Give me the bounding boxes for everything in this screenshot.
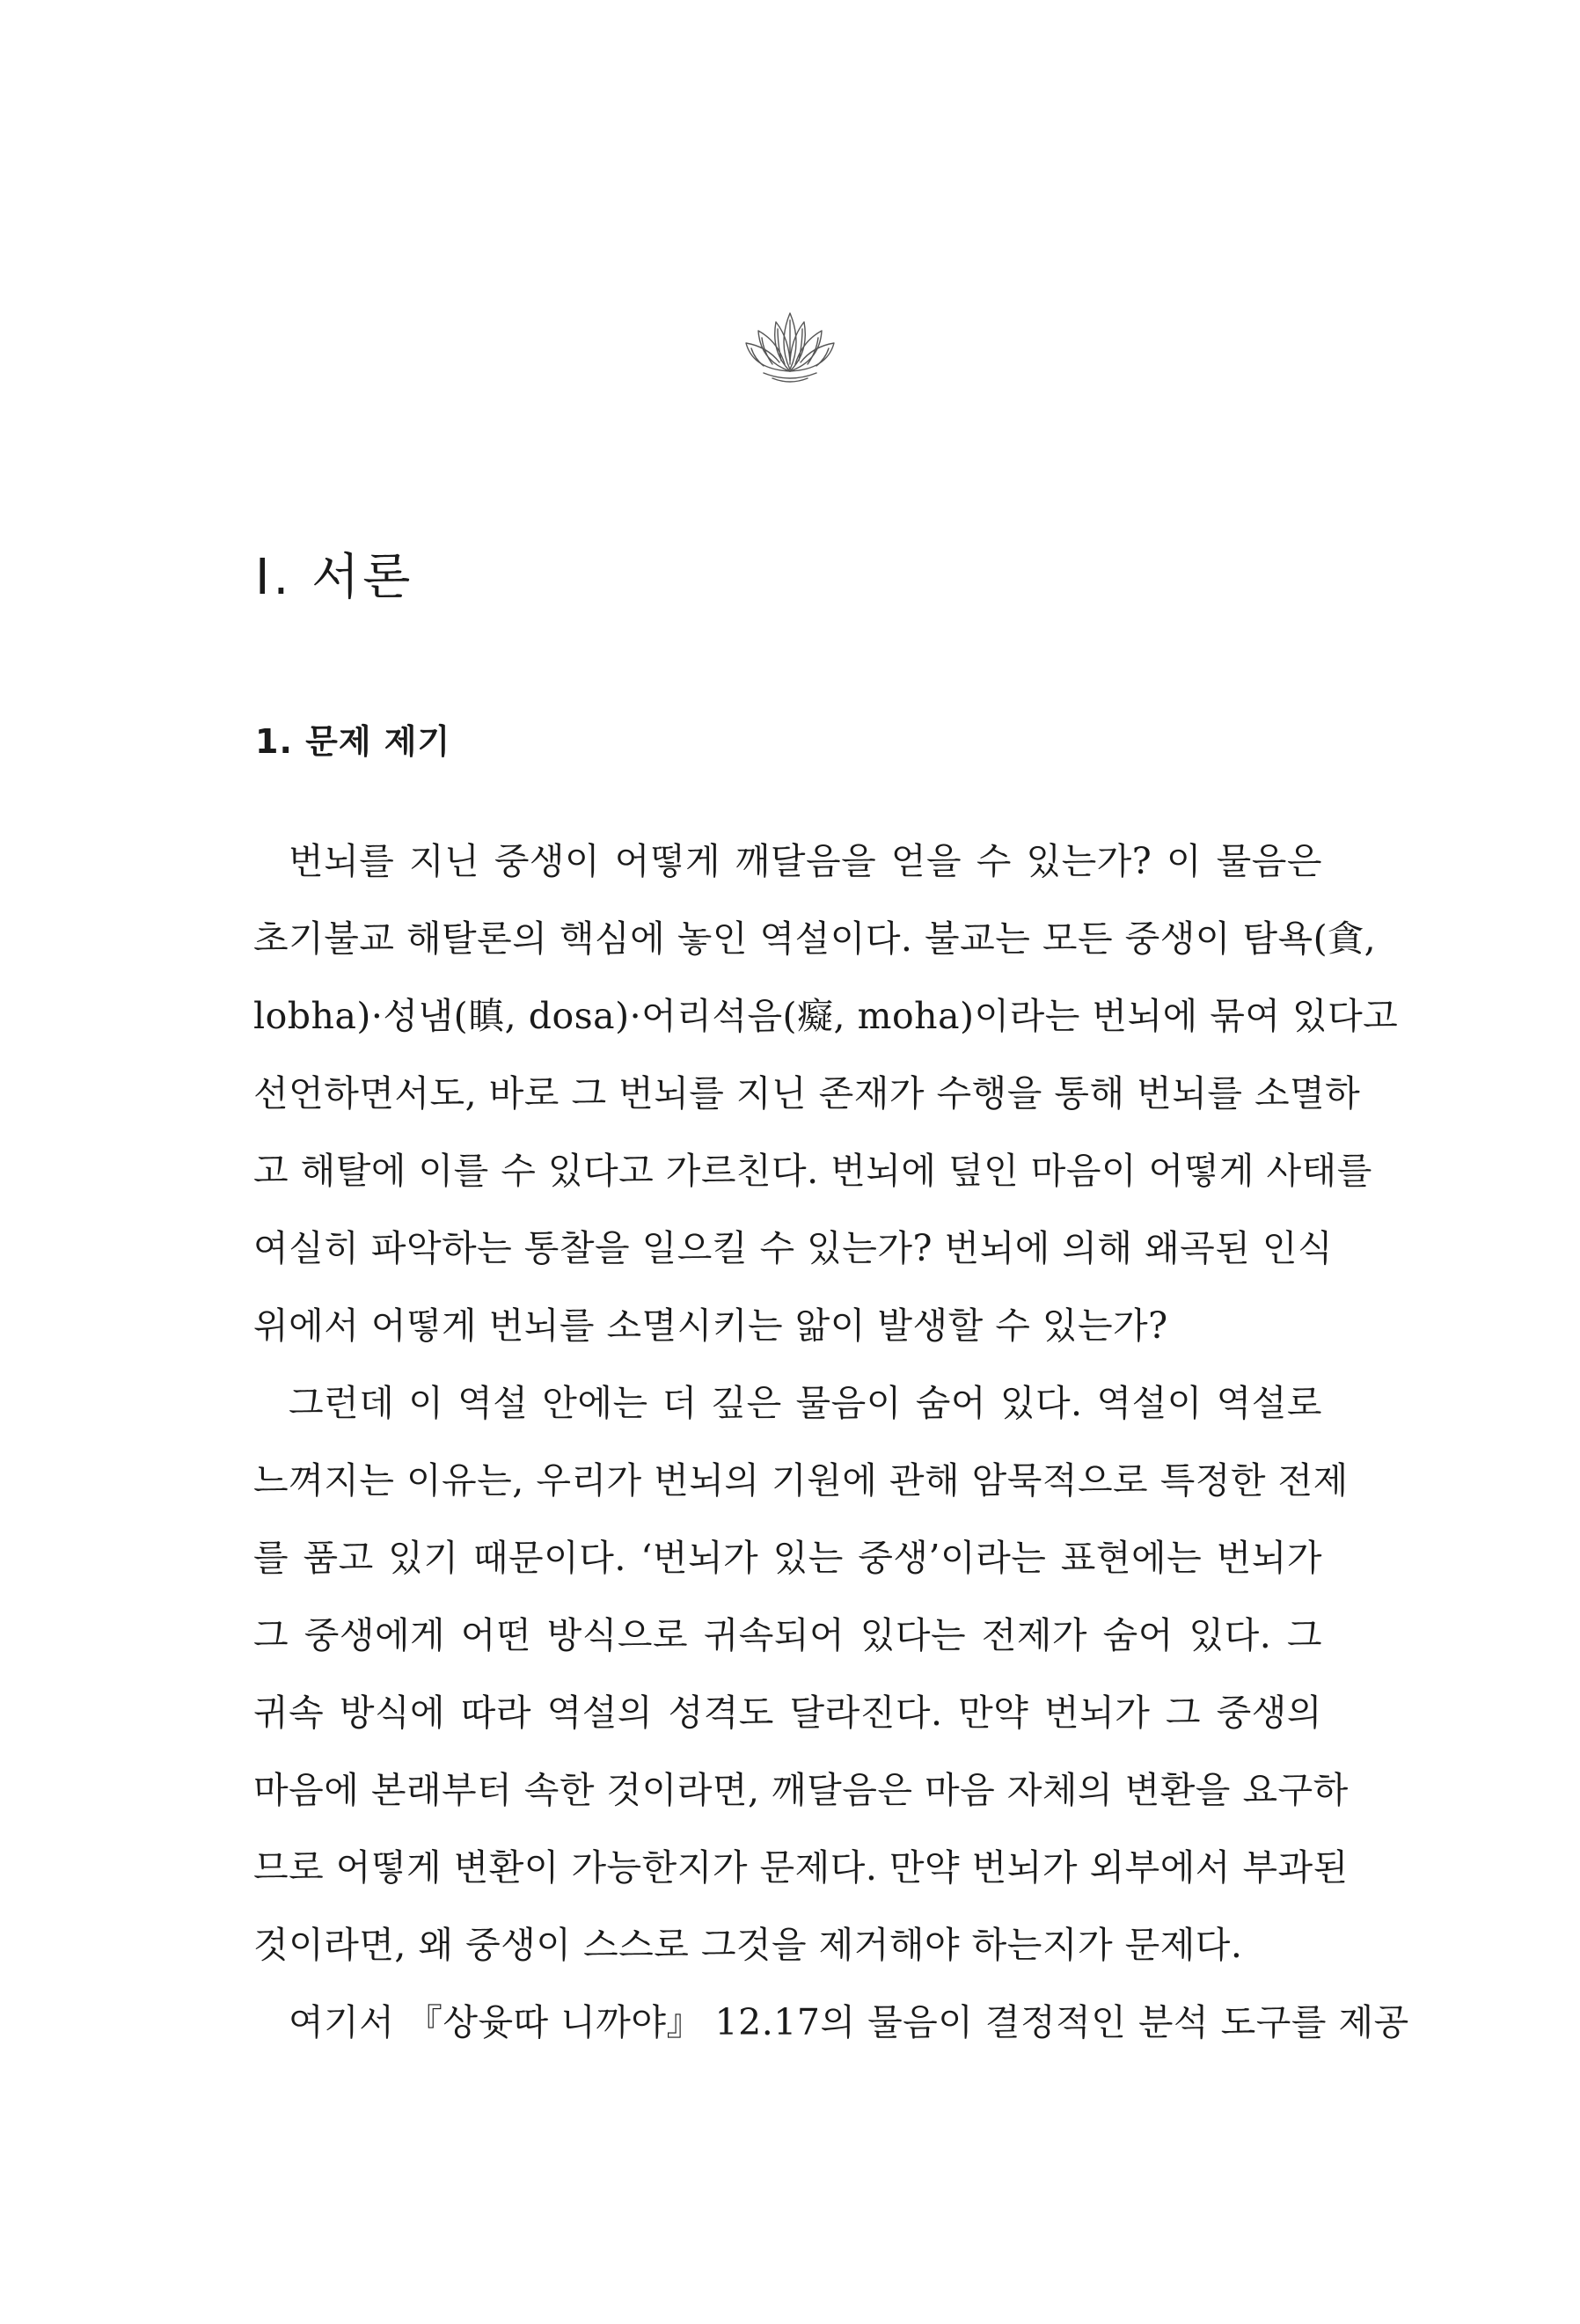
text-line: 느껴지는 이유는, 우리가 번뇌의 기원에 관해 암묵적으로 특정한 전제 [253, 1459, 1349, 1502]
body-text [253, 822, 1409, 2061]
text-line: 를 품고 있기 때문이다. ‘번뇌가 있는 중생’이라는 표현에는 번뇌가 [253, 1537, 1322, 1579]
text-line: 여기서 『상윳따 니까야』 12.17의 물음이 결정적인 분석 도구를 제공 [289, 2001, 1409, 2043]
section-heading: 1. 문제 제기 [255, 722, 451, 761]
text-line: 고 해탈에 이를 수 있다고 가르친다. 번뇌에 덮인 마음이 어떻게 사태를 [253, 1150, 1372, 1192]
text-line: 선언하면서도, 바로 그 번뇌를 지닌 존재가 수행을 통해 번뇌를 소멸하 [253, 1072, 1361, 1114]
text-line: 것이라면, 왜 중생이 스스로 그것을 제거해야 하는지가 문제다. [253, 1924, 1243, 1966]
text-line: 여실히 파악하는 통찰을 일으킬 수 있는가? 번뇌에 의해 왜곡된 인식 [253, 1227, 1334, 1269]
text-line: 귀속 방식에 따라 역설의 성격도 달라진다. 만약 번뇌가 그 중생의 [253, 1692, 1322, 1734]
lotus-icon [737, 308, 843, 387]
text-line: 번뇌를 지닌 중생이 어떻게 깨달음을 얻을 수 있는가? 이 물음은 [289, 840, 1322, 882]
text-line: 그런데 이 역설 안에는 더 깊은 물음이 숨어 있다. 역설이 역설로 [289, 1382, 1322, 1424]
text-line: 그 중생에게 어떤 방식으로 귀속되어 있다는 전제가 숨어 있다. 그 [253, 1614, 1322, 1656]
text-line: 위에서 어떻게 번뇌를 소멸시키는 앎이 발생할 수 있는가? [253, 1305, 1168, 1347]
text-line: 마음에 본래부터 속한 것이라면, 깨달음은 마음 자체의 변환을 요구하 [253, 1769, 1349, 1811]
text-line: 초기불교 해탈론의 핵심에 놓인 역설이다. 불교는 모든 중생이 탐욕(貪, [253, 917, 1377, 960]
text-line: lobha)·성냄(瞋, dosa)·어리석음(癡, moha)이라는 번뇌에 묶여 있다고 [253, 995, 1399, 1037]
text-line: 므로 어떻게 변환이 가능한지가 문제다. 만약 번뇌가 외부에서 부과된 [253, 1846, 1349, 1889]
chapter-title: Ⅰ. 서론 [255, 549, 414, 606]
